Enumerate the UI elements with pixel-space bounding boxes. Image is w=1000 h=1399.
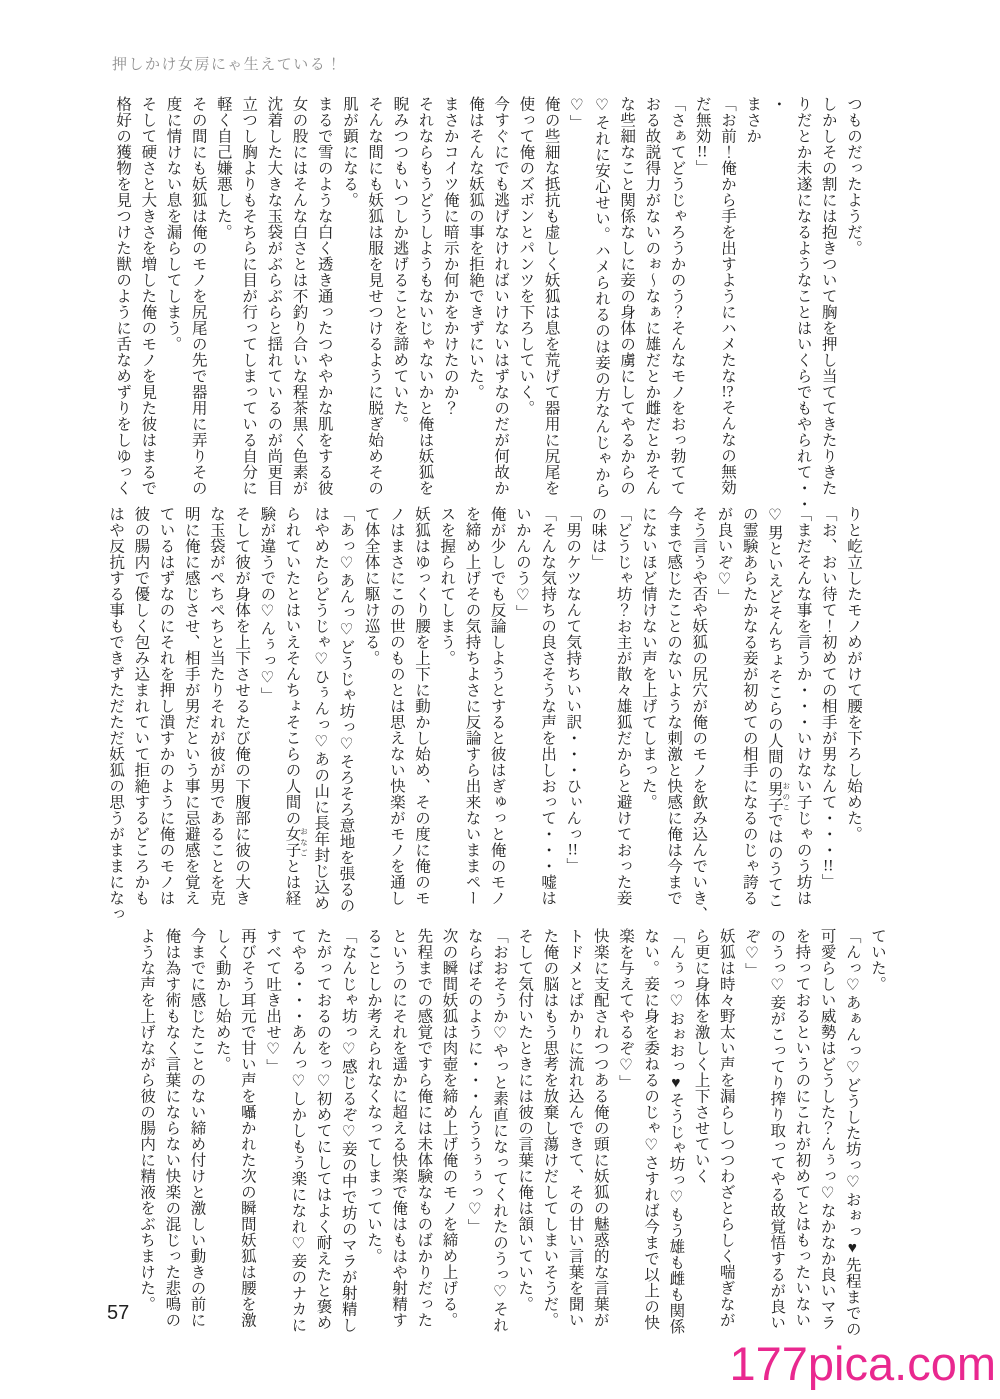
text-column: 俺が少しでも反論しようとすると彼はぎゅっと俺のモノ	[488, 506, 506, 906]
text-column: ならばそのように・・・んううぅぅっ♡」	[465, 928, 483, 1235]
text-column: 「そんな気持ちの良さそうな声を出しおって・・・嘘は	[539, 506, 557, 906]
text-column: 「んぅっ♡おぉおっ♥そうじゃ坊っ♡もう雄も雌も関係	[667, 928, 685, 1335]
text-column: ような声を上げながら彼の腸内に精液をぶちまけた。	[138, 928, 156, 1312]
text-column: にないほど情けない声を上げてしまった。	[639, 506, 657, 810]
text-column: そして硬さと大きさを増した俺のモノを見た彼はまるで	[139, 96, 157, 496]
text-column: てやる・・・あんっ♡しかしもう楽になれ♡妾のナカに	[289, 928, 307, 1333]
text-column: ♡男といえどそんちょそこらの人間の男子 おのこではのうてこ	[765, 506, 791, 909]
text-column: おる故説得力がないのぉ〜なぁに雄だとか雌だとかそん	[643, 96, 661, 496]
text-column: のうっ♡妾がこってり搾り取ってやる故覚悟するが良い	[768, 928, 786, 1331]
text-column: ぞ♡」	[742, 928, 760, 979]
text-column: というのにそれを遥かに超える快楽で俺はもはや射精す	[390, 928, 408, 1328]
text-column: 「お、おい待て！初めての相手が男なんて・・・!!」	[819, 506, 837, 890]
text-column: まるで雪のような白く透き通ったつややかな肌をする彼	[315, 96, 333, 496]
text-column: られていたとはいえそんちょそこらの人間の女子 おなごとは経	[283, 506, 309, 906]
text-column: ら更に身体を激しく上下させていく	[692, 928, 710, 1184]
text-column: ない。妾に身を委ねるのじゃ♡さすれば今まで以上の快	[642, 928, 660, 1331]
text-column: 可愛らしい威勢はどうした？んぅっ♡なかなか良いマラ	[818, 928, 836, 1331]
text-column: 睨みつつもいつしか逃げることを諦めていた。	[391, 96, 409, 432]
text-column: ・	[769, 96, 787, 112]
text-column: それならもうどうしようもないじゃないかと俺は妖狐を	[416, 96, 434, 496]
text-column: 次の瞬間妖狐は肉壺を締め上げ俺のモノを締め上げる。	[440, 928, 458, 1328]
text-column: 明に俺に感じさせ、相手が男だという事に忌避感を覚え	[182, 506, 200, 906]
text-column: 「まだそんな事を言うか・・・いけない子じゃのう坊は	[794, 506, 812, 906]
text-column: 俺の些細な抵抗も虚しく妖狐は息を荒げて器用に尻尾を	[542, 96, 560, 496]
text-column: スを握られてしまう。	[438, 506, 456, 666]
text-column: た俺の脳はもう思考を放棄し蕩けだしてしまいそうだ。	[541, 928, 559, 1328]
text-column: その間にも妖狐は俺のモノを尻尾の先で器用に弄りその	[189, 96, 207, 496]
text-column: まさかコイツ俺に暗示か何かをかけたのか？	[441, 96, 459, 416]
text-column: 「なんじゃ坊っ♡感じるぞ♡妾の中で坊のマラが射精し	[339, 928, 357, 1333]
text-column: 「お前！俺から手を出すようにハメたな!?そんなの無効	[718, 96, 736, 496]
text-column: しく動かし始めた。	[213, 928, 231, 1072]
text-column: 「あっ♡あんっ♡どうじゃ坊っ♡そろそろ意地を張るの	[337, 506, 355, 914]
text-column: ♡」	[567, 96, 585, 131]
text-column: 今までに感じたことのない締め付けと激しい動きの前に	[188, 928, 206, 1328]
text-column: 「男のケツなんて気持ちいい訳・・・ひぃんっ!!」	[564, 506, 582, 874]
text-band-bottom	[134, 928, 890, 1337]
text-column: しかしその割には抱きついて胸を押し当ててきたりきた	[819, 96, 837, 496]
text-column: 俺はそんな妖狐の事を拒絶できずにいた。	[466, 96, 484, 400]
text-column: 使って俺のズボンとパンツを下ろしていく。	[517, 96, 535, 416]
text-column: の霊験あらたかなる妾が初めての相手になるのじゃ誇る	[740, 506, 758, 906]
text-column: な些細なこと関係なしに妾の身体の虜にしてやるからの	[618, 96, 636, 496]
text-column: 立つし胸よりもそちらに目が行ってしまっている自分に	[240, 96, 258, 496]
text-column: 格好の獲物を見つけた獣のように舌なめずりをしゆっく	[114, 96, 132, 496]
text-column: て体全体に駆け巡る。	[362, 506, 380, 666]
page-number: 57	[107, 1302, 130, 1324]
text-column: りだとか未遂になるようなことはいくらでもやられて・・	[794, 96, 812, 512]
text-column: を締め上げその気持ちよさに反論すら出来ないままペー	[463, 506, 481, 906]
text-column: 「んっ♡あぁんっ♡どうした坊っ♡おぉっ♥先程までの	[843, 928, 861, 1337]
text-band-top	[110, 96, 866, 512]
text-column: そんな間にも妖狐は服を見せつけるように脱ぎ始めその	[366, 96, 384, 496]
text-column: 彼の腸内で優しく包み込まれていて拒絶するどころかも	[132, 506, 150, 906]
text-column: 肌が顕になる。	[340, 96, 358, 208]
text-column: ていた。	[869, 928, 886, 992]
text-column: そして彼が身体を上下させるたび俺の下腹部に彼の大き	[233, 506, 251, 906]
text-column: が良いぞ♡」	[715, 506, 733, 605]
text-column: そう言うや否や妖狐の尻穴が俺のモノを飲み込んでいき、	[690, 506, 708, 922]
text-column: ♡それに安心せい。ハメられるのは妾の方なんじゃから	[592, 96, 610, 499]
text-column: 「どうじゃ坊？お主が散々雄狐だからと避けておった妾	[614, 506, 632, 906]
text-column: はやめたらどうじゃ♡ひぅんっ♡あの山に長年封じ込め	[312, 506, 330, 911]
watermark-text: 177pica.com	[729, 1337, 996, 1390]
text-column: そして気付いたときには彼の言葉に俺は頷いていた。	[516, 928, 534, 1312]
text-column: つものだったようだ。	[845, 96, 862, 256]
text-column: 今すぐにでも逃げなければいけないはずなのだが何故か	[492, 96, 510, 496]
text-column: 「おおそうか♡やっと素直になってくれたのうっ♡それ	[490, 928, 508, 1333]
text-band-middle	[103, 506, 866, 922]
text-column: な玉袋がぺちぺちと当たりそれが彼が男であることを克	[207, 506, 225, 906]
text-column: ているはずなのにそれを押し潰すかのように俺のモノは	[157, 506, 175, 906]
text-column: すべて吐き出せ♡」	[264, 928, 282, 1075]
text-column: りと屹立したモノめがけて腰を下ろし始めた。	[845, 506, 862, 842]
text-column: 快楽に支配されつつある俺の頭に妖狐の魅惑的な言葉が	[591, 928, 609, 1328]
text-column: たがっておるのをっ♡初めてにしてはよく耐えたと褒め	[314, 928, 332, 1331]
text-column: 俺は為す術もなく言葉にならない快楽の混じった悲鳴の	[163, 928, 181, 1328]
text-column: はや反抗する事もできずただただ妖狐の思うがままになっ	[107, 506, 125, 922]
text-column: ノはまさにこの世のものとは思えない快楽がモノを通し	[387, 506, 405, 906]
text-column: 先程までの感覚ですら俺には未体験なものばかりだった	[415, 928, 433, 1328]
text-column: 軽く自己嫌悪した。	[214, 96, 232, 240]
running-header-title: 押しかけ女房にゃ生えている！	[112, 57, 343, 73]
text-column: 楽を与えてやるぞ♡」	[616, 928, 634, 1091]
text-column: 妖狐は時々野太い声を漏らしつつわざとらしく喘ぎなが	[717, 928, 735, 1328]
text-column: まさか	[744, 96, 762, 144]
text-column: 沈着した大きな玉袋がぶらぶらと揺れているのが尚更目	[265, 96, 283, 496]
text-column: を持っておるというのにこれが初めてとはもったいない	[793, 928, 811, 1328]
text-column: いかんのう♡」	[513, 506, 531, 621]
text-column: 「さぁてどうじゃろうかのう？そんなモノをおっ勃てて	[668, 96, 686, 496]
text-column: 度に情けない息を漏らしてしまう。	[164, 96, 182, 352]
text-column: の味は」	[589, 506, 607, 570]
text-column: 験が違うでの♡んぅっ♡」	[258, 506, 276, 703]
text-column: 女の股にはそんな白さとは不釣り合いな程茶黒く色素が	[290, 96, 308, 496]
text-column: ることしか考えられなくなってしまっていた。	[364, 928, 382, 1264]
text-column: だ無効!!」	[693, 96, 711, 176]
text-column: トドメとばかりに流れ込んできて、その甘い言葉を聞い	[566, 928, 584, 1328]
text-column: 今まで感じたことのないような刺激と快感に俺は今まで	[665, 506, 683, 906]
text-column: 再びそう耳元で甘い声を囁かれた次の瞬間妖狐は腰を激	[238, 928, 256, 1328]
text-column: 妖狐はゆっくり腰を上下に動かし始め、その度に俺のモ	[413, 506, 431, 906]
